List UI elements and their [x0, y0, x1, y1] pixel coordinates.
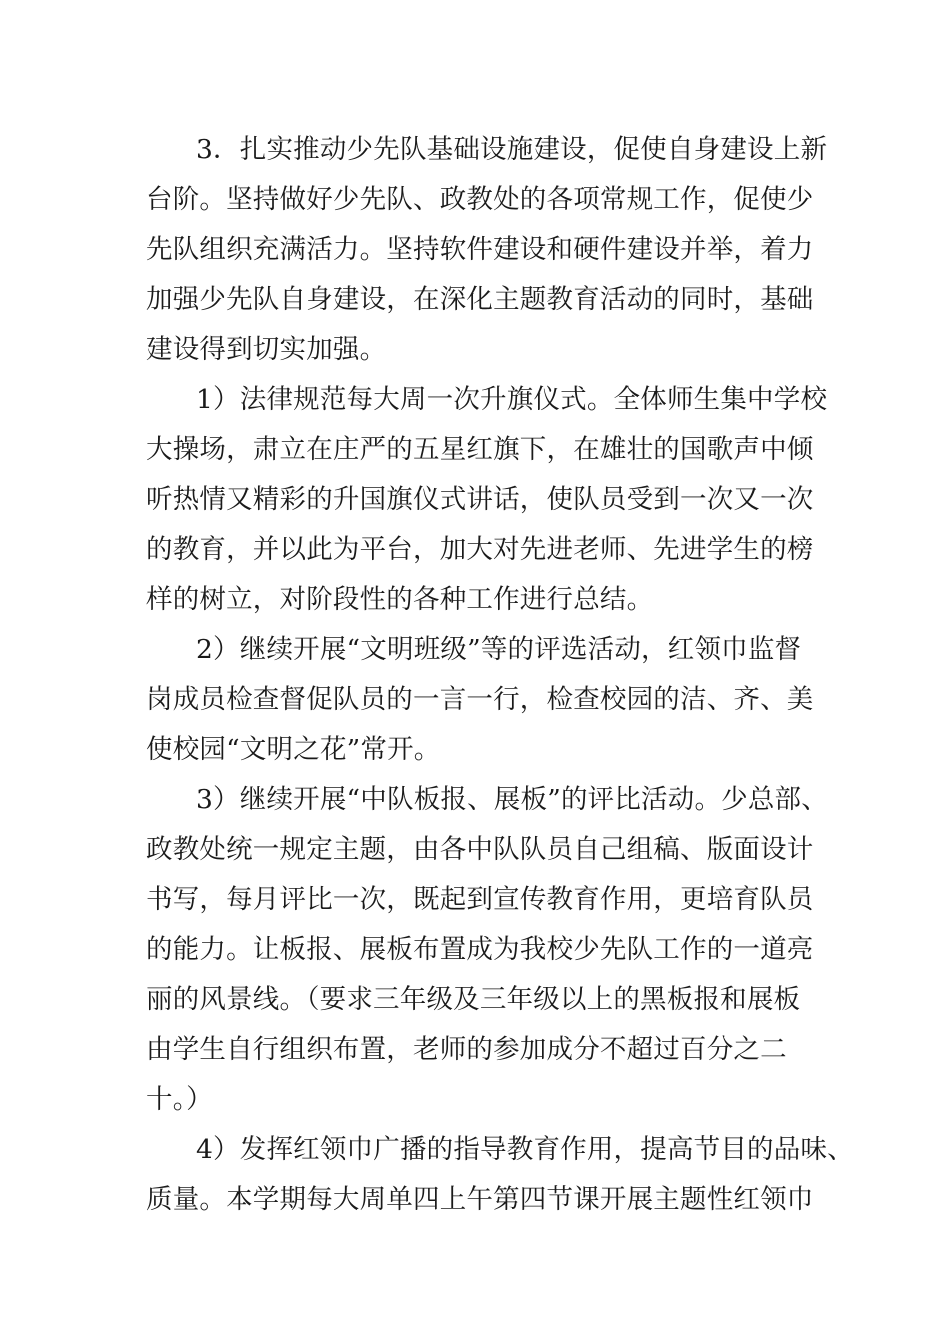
- section-3-heading-line: 3．扎实推动少先队基础设施建设，促使自身建设上新: [196, 134, 828, 165]
- paragraph-line: 听热情又精彩的升国旗仪式讲话，使队员受到一次又一次: [146, 484, 814, 515]
- paragraph-line: 由学生自行组织布置，老师的参加成分不超过百分之二: [146, 1034, 787, 1065]
- item-3-first-line: 3）继续开展“中队板报、展板”的评比活动。少总部、: [196, 784, 828, 815]
- paragraph-line: 书写，每月评比一次，既起到宣传教育作用，更培育队员: [146, 884, 814, 915]
- paragraph-line: 岗成员检查督促队员的一言一行，检查校园的洁、齐、美: [146, 684, 814, 715]
- item-4-first-line: 4）发挥红领巾广播的指导教育作用，提高节目的品味、: [196, 1134, 854, 1165]
- paragraph-line: 台阶。坚持做好少先队、政教处的各项常规工作，促使少: [146, 184, 814, 215]
- paragraph-line: 十。）: [146, 1084, 213, 1115]
- paragraph-line: 先队组织充满活力。坚持软件建设和硬件建设并举，着力: [146, 234, 814, 265]
- paragraph-line: 建设得到切实加强。: [146, 334, 387, 365]
- item-2-first-line: 2）继续开展“文明班级”等的评选活动，红领巾监督: [196, 634, 802, 665]
- paragraph-line: 大操场，肃立在庄严的五星红旗下，在雄壮的国歌声中倾: [146, 434, 814, 465]
- paragraph-line: 样的树立，对阶段性的各种工作进行总结。: [146, 584, 654, 615]
- paragraph-line: 使校园“文明之花”常开。: [146, 734, 441, 765]
- paragraph-line: 政教处统一规定主题，由各中队队员自己组稿、版面设计: [146, 834, 814, 865]
- item-1-first-line: 1）法律规范每大周一次升旗仪式。全体师生集中学校: [196, 384, 828, 415]
- paragraph-line: 的教育，并以此为平台，加大对先进老师、先进学生的榜: [146, 534, 814, 565]
- paragraph-line: 的能力。让板报、展板布置成为我校少先队工作的一道亮: [146, 934, 814, 965]
- paragraph-line: 丽的风景线。（要求三年级及三年级以上的黑板报和展板: [146, 984, 801, 1015]
- paragraph-line: 加强少先队自身建设，在深化主题教育活动的同时，基础: [146, 284, 814, 315]
- paragraph-line: 质量。本学期每大周单四上午第四节课开展主题性红领巾: [146, 1184, 814, 1215]
